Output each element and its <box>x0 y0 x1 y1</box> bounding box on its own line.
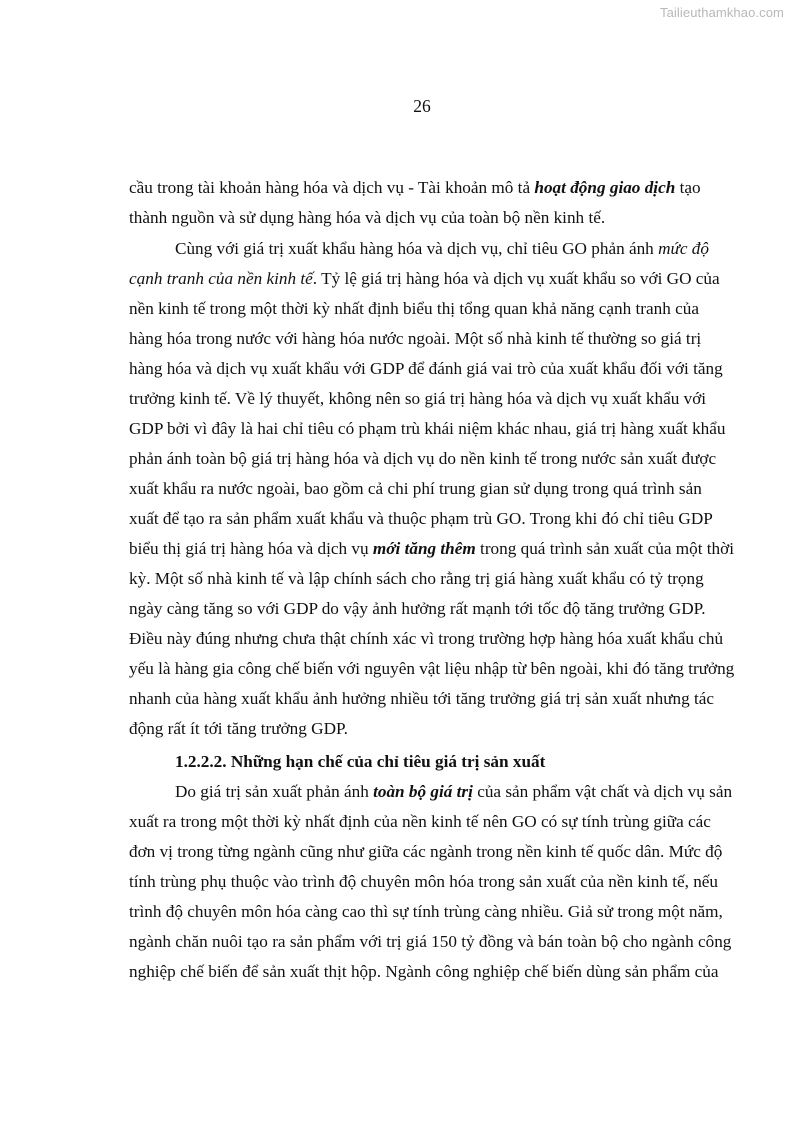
paragraph-2-line <box>175 239 709 259</box>
paragraph-2-line: Điều này đúng nhưng chưa thật chính xác vì trong trường hợp hàng hóa xuất khẩu chủ <box>129 629 724 648</box>
paragraph-2-line: xuất khẩu ra nước ngoài, bao gồm cả chi phí trung gian sử dụng trong quá trình sản <box>129 479 702 498</box>
watermark: Tailieuthamkhao.com <box>659 5 784 20</box>
text: của sản phẩm vật chất và dịch vụ sản <box>472 782 733 801</box>
paragraph-3-line: ngành chăn nuôi tạo ra sản phẩm với trị giá 150 tỷ đồng và bán toàn bộ cho ngành công <box>129 932 732 951</box>
text: cầu trong tài khoản hàng hóa và dịch vụ - Tài khoản mô tả <box>129 178 535 197</box>
paragraph-2-line: trưởng kinh tế. Về lý thuyết, không nên so giá trị hàng hóa và dịch vụ xuất khẩu với <box>129 389 707 408</box>
paragraph-3-line: tính trùng phụ thuộc vào trình độ chuyên môn hóa trong sản xuất của nền kinh tế, nếu <box>129 872 719 891</box>
italic-text: mức độ <box>658 239 709 258</box>
paragraph-2-line: xuất để tạo ra sản phẩm xuất khẩu và thuộc phạm trù GO. Trong khi đó chỉ tiêu GDP <box>129 509 713 528</box>
paragraph-1-line: thành nguồn và sử dụng hàng hóa và dịch vụ của toàn bộ nền kinh tế. <box>129 208 606 227</box>
paragraph-2-line: yếu là hàng gia công chế biến với nguyên vật liệu nhập từ bên ngoài, khi đó tăng trưởng <box>129 659 735 678</box>
paragraph-2-line <box>129 539 735 559</box>
paragraph-3-line: đơn vị trong từng ngành cũng như giữa các ngành trong nền kinh tế quốc dân. Mức độ <box>129 842 723 861</box>
italic-text: cạnh tranh của nền kinh tế <box>129 269 313 288</box>
text: tạo <box>675 178 701 197</box>
paragraph-2-line: ngày càng tăng so với GDP do vậy ảnh hưởng rất mạnh tới tốc độ tăng trưởng GDP. <box>129 599 706 618</box>
section-heading: 1.2.2.2. Những hạn chế của chỉ tiêu giá trị sản xuất <box>175 752 546 771</box>
emphasis-text: mới tăng thêm <box>372 539 476 558</box>
text: trong quá trình sản xuất của một thời <box>475 539 735 558</box>
paragraph-2-line: phản ánh toàn bộ giá trị hàng hóa và dịch vụ do nền kinh tế trong nước sản xuất được <box>129 449 717 468</box>
paragraph-2-line: kỳ. Một số nhà kinh tế và lập chính sách cho rằng trị giá hàng xuất khẩu có tỷ trọng <box>129 569 704 588</box>
emphasis-text: toàn bộ giá trị <box>373 782 473 801</box>
text: biểu thị giá trị hàng hóa và dịch vụ <box>129 539 373 558</box>
paragraph-3-line: nghiệp chế biến để sản xuất thịt hộp. Ngành công nghiệp chế biến dùng sản phẩm của <box>129 962 719 981</box>
paragraph-2-line: nền kinh tế trong một thời kỳ nhất định biểu thị tổng quan khả năng cạnh tranh của <box>129 299 699 318</box>
paragraph-1-line <box>129 178 701 198</box>
text: Do giá trị sản xuất phản ánh <box>175 782 374 801</box>
paragraph-2-line: nhanh của hàng xuất khẩu ảnh hưởng nhiều tới tăng trưởng giá trị sản xuất nhưng tác <box>129 689 715 708</box>
text: Cùng với giá trị xuất khẩu hàng hóa và dịch vụ, chỉ tiêu GO phản ánh <box>175 239 659 258</box>
text: . Tỷ lệ giá trị hàng hóa và dịch vụ xuất khẩu so với GO của <box>312 269 720 288</box>
emphasis-text: hoạt động giao dịch <box>534 178 676 197</box>
paragraph-3-line <box>175 782 733 802</box>
paragraph-3-line: trình độ chuyên môn hóa càng cao thì sự tính trùng càng nhiều. Giả sử trong một năm, <box>129 902 723 921</box>
paragraph-2-line: động rất ít tới tăng trưởng GDP. <box>129 719 348 738</box>
paragraph-2-line: hàng hóa và dịch vụ xuất khẩu với GDP để đánh giá vai trò của xuất khẩu đối với tăng <box>129 359 723 378</box>
paragraph-3-line: xuất ra trong một thời kỳ nhất định của nền kinh tế nên GO có sự tính trùng giữa các <box>129 812 711 831</box>
paragraph-2-line <box>129 269 720 289</box>
paragraph-2-line: hàng hóa trong nước với hàng hóa nước ngoài. Một số nhà kinh tế thường so giá trị <box>129 329 702 348</box>
page-number: 26 <box>413 96 431 116</box>
paragraph-2-line: GDP bởi vì đây là hai chỉ tiêu có phạm trù khái niệm khác nhau, giá trị hàng xuất khẩu <box>129 419 726 438</box>
